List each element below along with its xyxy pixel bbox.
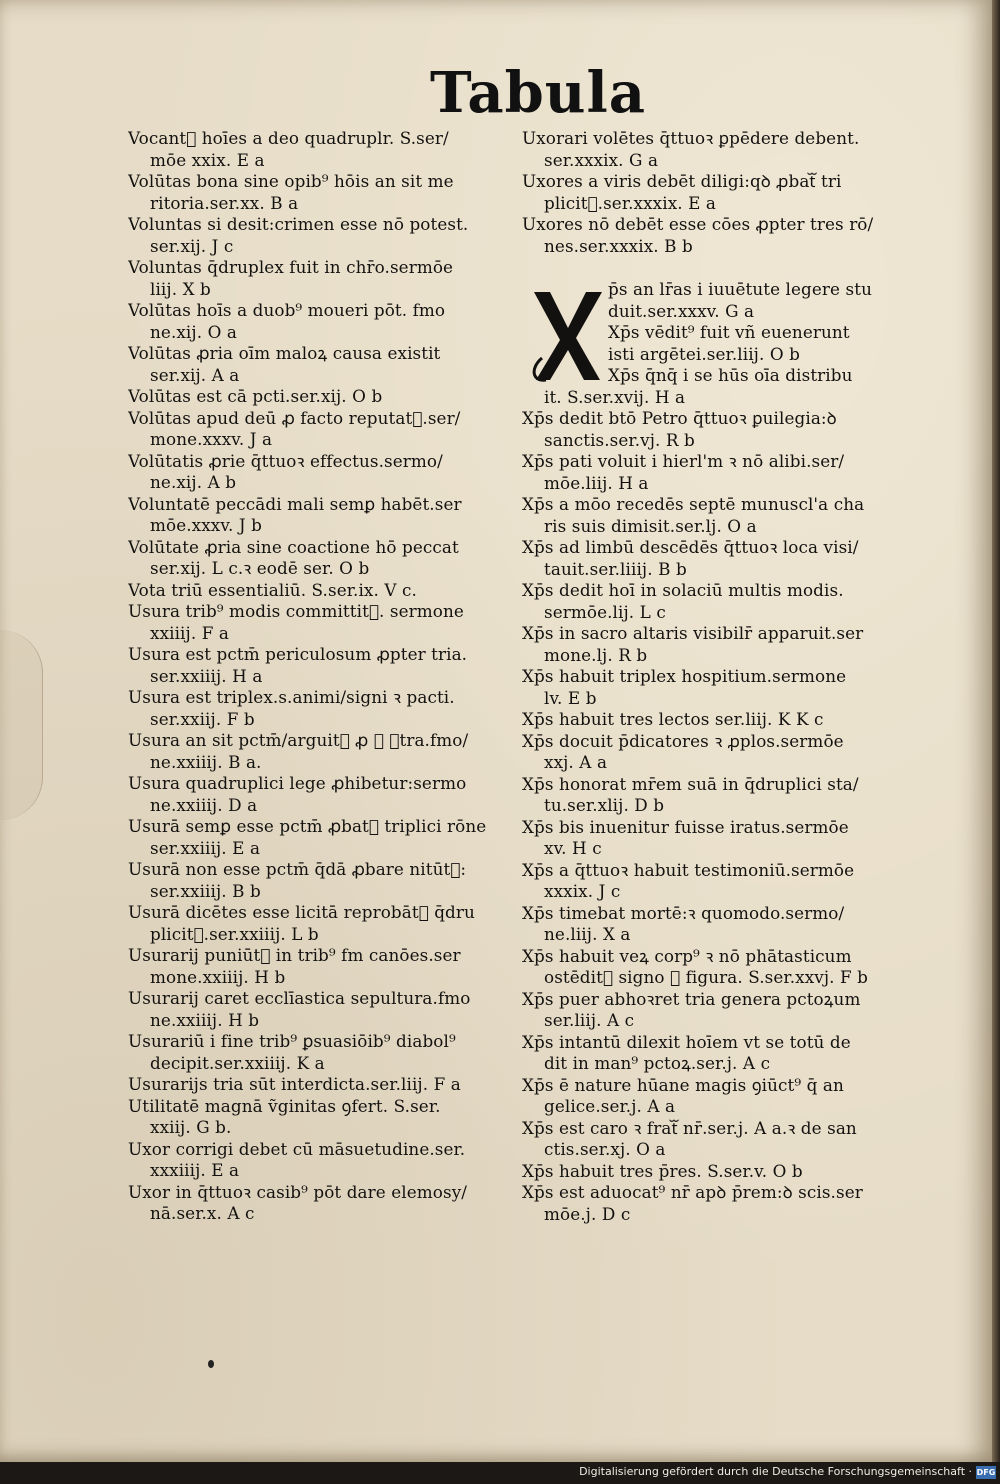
- entry-line: ne.xij. O a: [150, 321, 237, 342]
- entry-line: Uxor corrigi debet cū māsuetudine.ser.: [128, 1138, 466, 1159]
- entry-line: Usura est triplex.s.animi/signi ꝛ pacti.: [128, 687, 455, 707]
- entry-line: Voluntatē peccādi mali semꝑ habēt.ser: [128, 493, 462, 514]
- entry-line: Xp̄s habuit tres lectos ser.liij. K K c: [522, 709, 824, 729]
- entry-line: ser.xxxix. G a: [544, 149, 659, 170]
- entry-line: Uxores a viris debēt diligi:qꝺ ꝓbatᷓ tri: [522, 171, 842, 191]
- entry-line: Usura trib⁹ modis committitᷓ. sermone: [128, 601, 464, 621]
- entry-line: Xp̄s dedit hoī in solaciū multis modis.: [522, 580, 844, 600]
- entry-line: mōe.j. D c: [544, 1203, 631, 1224]
- entry-line: sermōe.lij. L c: [544, 601, 666, 622]
- entry-line: xxiiij. F a: [150, 622, 229, 643]
- entry-line: nes.ser.xxxix. B b: [544, 235, 693, 256]
- entry-line: Usurā dicētes esse licitā reprobātᷓ q̄dru: [128, 902, 475, 922]
- page-binding-edge: [992, 0, 1000, 1462]
- ink-spot: [208, 1360, 214, 1368]
- entry-line: Xp̄s ad limbū descēdēs q̄ttuoꝛ loca visi/: [522, 537, 859, 557]
- entry-line: ris suis dimisit.ser.lj. O a: [544, 515, 757, 536]
- entry-line: Xp̄s vēdit⁹ fuit vñ euenerunt: [608, 322, 850, 342]
- entry-line: xxiij. G b.: [150, 1117, 232, 1137]
- entry-line: Volūtas bona sine opib⁹ hōis an sit me: [128, 171, 454, 191]
- entry-line: mōe.xxxv. J b: [150, 515, 262, 535]
- entry-line: Xp̄s puer abhoꝛret tria genera pctoꝝum: [522, 988, 861, 1009]
- entry-line: it. S.ser.xvij. H a: [544, 386, 686, 407]
- entry-line: ritoria.ser.xx. B a: [150, 192, 299, 213]
- entry-line: Usurariū i fine trib⁹ ꝑsuasiōib⁹ diabol⁹: [128, 1031, 456, 1051]
- entry-line: Volūtatis ꝓrie q̄ttuoꝛ effectus.sermo/: [128, 450, 443, 471]
- entry-line: Xp̄s intantū dilexit hoīem vt se totū de: [522, 1031, 851, 1052]
- entry-line: Usura an sit pctm̄/arguitᷓ ꝓ ꝛ ꝯtra.fmo/: [128, 730, 469, 750]
- entry-line: ne.xxiiij. D a: [150, 794, 258, 815]
- entry-line: plicitᷓ.ser.xxiiij. L b: [150, 923, 319, 944]
- entry-line: mōe.liij. H a: [544, 472, 649, 493]
- entry-line: Xp̄s in sacro altaris visibilr̄ apparuit.ser: [522, 623, 864, 643]
- entry-line: isti argētei.ser.liij. O b: [608, 343, 800, 364]
- left-column: [128, 128, 523, 1225]
- entry-line: gelice.ser.j. A a: [544, 1096, 676, 1116]
- page-edge-tab: [0, 630, 43, 820]
- entry-line: p̄s an lr̄as i iuuētute legere stu: [608, 279, 872, 299]
- entry-line: ser.xxiij. F b: [150, 708, 255, 729]
- entry-line: xxxiiij. E a: [150, 1160, 240, 1180]
- entry-line: Xp̄s a q̄ttuoꝛ habuit testimoniū.sermōe: [522, 859, 855, 880]
- entry-line: Uxor in q̄ttuoꝛ casib⁹ pōt dare elemosy/: [128, 1181, 468, 1202]
- entry-line: nā.ser.x. A c: [150, 1203, 255, 1223]
- entry-line: ser.xij. A a: [150, 364, 240, 385]
- entry-line: ser.xij. L c.ꝛ eodē ser. O b: [150, 558, 370, 578]
- entry-line: ser.xxiiij. B b: [150, 880, 261, 901]
- entry-line: Xp̄s ē nature hūane magis ꝯiūct⁹ q̄ an: [522, 1074, 844, 1095]
- entry-line: Xp̄s timebat mortē:ꝛ quomodo.sermo/: [522, 902, 845, 923]
- entry-line: Volūtas hoīs a duob⁹ moueri pōt. fmo: [128, 300, 446, 320]
- entry-line: Xp̄s a mōo recedēs septē munuscl'a cha: [522, 494, 865, 514]
- entry-line: Usura est pctm̄ periculosum ꝓpter tria.: [128, 644, 468, 664]
- entry-line: ser.liij. A c: [544, 1010, 635, 1030]
- entry-line: Xp̄s habuit tres p̄res. S.ser.v. O b: [522, 1160, 803, 1181]
- entry-line: mone.lj. R b: [544, 644, 648, 665]
- entry-line: ne.xxiiij. H b: [150, 1009, 260, 1030]
- entry-line: mone.xxiiij. H b: [150, 966, 286, 987]
- entry-line: lv. E b: [544, 687, 597, 708]
- entry-line: Xp̄s docuit p̄dicatores ꝛ ꝓplos.sermōe: [522, 730, 844, 751]
- entry-line: Xp̄s est aduocat⁹ nr̄ apꝺ p̄rem:ꝺ scis.ser: [522, 1182, 863, 1202]
- entry-line: Xp̄s habuit triplex hospitium.sermone: [522, 666, 847, 686]
- entry-line: Volūtas apud deū ꝓ facto reputatᷓ.ser/: [128, 407, 461, 428]
- entry-line: Xp̄s q̄nq̄ i se hūs oīa distribu: [608, 365, 853, 385]
- entry-line: Uxorari volētes q̄ttuoꝛ ꝑpēdere debent.: [522, 128, 860, 148]
- entry-line: tauit.ser.liiij. B b: [544, 558, 687, 579]
- dfg-logo: DFG: [976, 1468, 996, 1477]
- entry-line: decipit.ser.xxiiij. K a: [150, 1052, 325, 1073]
- entry-line: ne.xxiiij. B a.: [150, 751, 262, 772]
- entry-line: liij. X b: [150, 278, 211, 299]
- entry-line: Voluntas si desit:crimen esse nō potest.: [128, 214, 469, 234]
- entry-line: Xp̄s habuit veꝝ corp⁹ ꝛ nō phātasticum: [522, 945, 852, 966]
- entry-line: Xp̄s est caro ꝛ fratᷓ nr̄.ser.j. A a.ꝛ de san: [522, 1117, 857, 1138]
- entry-line: ser.xij. J c: [150, 235, 234, 256]
- entry-line: xxxix. J c: [544, 881, 621, 901]
- entry-line: plicitᷓ.ser.xxxix. E a: [544, 192, 717, 213]
- entry-line: ne.xij. A b: [150, 472, 237, 492]
- entry-line: xv. H c: [544, 838, 602, 858]
- entry-line: ostēditᷓ signo ꝛ figura. S.ser.xxvj. F b: [544, 967, 869, 987]
- entry-line: xxj. A a: [544, 752, 608, 772]
- entry-line: ser.xxiiij. E a: [150, 837, 261, 858]
- entry-line: Usurā non esse pctm̄ q̄dā ꝓbare nitūtᷓ:: [128, 859, 467, 879]
- entry-line: Utilitatē magnā ṽginitas ꝯfert. S.ser.: [128, 1095, 441, 1116]
- entry-line: sanctis.ser.vj. R b: [544, 429, 695, 450]
- entry-line: Volūtate ꝓria sine coactione hō peccat: [128, 536, 459, 557]
- entry-line: tu.ser.xlij. D b: [544, 795, 665, 815]
- entry-line: Xp̄s dedit btō Petro q̄ttuoꝛ ꝑuilegia:ꝺ: [522, 408, 837, 428]
- entry-line: Usurā semꝑ esse pctm̄ ꝓbatᷓ triplici rōne: [128, 816, 487, 836]
- entry-line: ser.xxiiij. H a: [150, 665, 263, 686]
- entry-line: Volūtas ꝓria oīm maloꝝ causa existit: [128, 343, 441, 363]
- drop-cap-x: [528, 288, 608, 384]
- entry-line: Uxores nō debēt esse cōes ꝓpter tres rō/: [522, 214, 874, 234]
- entry-line: dit in man⁹ pctoꝝ.ser.j. A c: [544, 1053, 771, 1073]
- entry-line: Vocantᷓ hoīes a deo quadruplr. S.ser/: [128, 128, 449, 148]
- entry-line: Usura quadruplici lege ꝓhibetur:sermo: [128, 773, 467, 793]
- footer-credit: Digitalisierung gefördert durch die Deutsche Forschungsgemeinschaft ·: [579, 1465, 972, 1478]
- page-title: Tabula: [430, 60, 647, 126]
- entry-line: Xp̄s bis inuenitur fuisse iratus.sermōe: [522, 816, 849, 837]
- entry-line: Volūtas est cā pcti.ser.xij. O b: [128, 386, 383, 406]
- entry-line: mone.xxxv. J a: [150, 429, 273, 449]
- entry-line: Usurarij caret ecclīastica sepultura.fmo: [128, 988, 471, 1008]
- entry-line: duit.ser.xxxv. G a: [608, 300, 755, 321]
- entry-line: Xp̄s pati voluit i hierl'm ꝛ nō alibi.ser/: [522, 451, 845, 471]
- entry-line: mōe xxix. E a: [150, 149, 265, 170]
- entry-line: Xp̄s honorat mr̄em suā in q̄druplici sta/: [522, 773, 859, 794]
- entry-line: Usurarij puniūtᷓ in trib⁹ fm canōes.ser: [128, 945, 461, 965]
- entry-line: Vota triū essentialiū. S.ser.ix. V c.: [128, 579, 417, 600]
- entry-line: ne.liij. X a: [544, 924, 631, 944]
- entry-line: Usurarijs tria sūt interdicta.ser.liij. F a: [128, 1074, 461, 1094]
- entry-line: ctis.ser.xj. O a: [544, 1139, 666, 1159]
- entry-line: Voluntas q̄druplex fuit in chr̄o.sermōe: [128, 257, 454, 277]
